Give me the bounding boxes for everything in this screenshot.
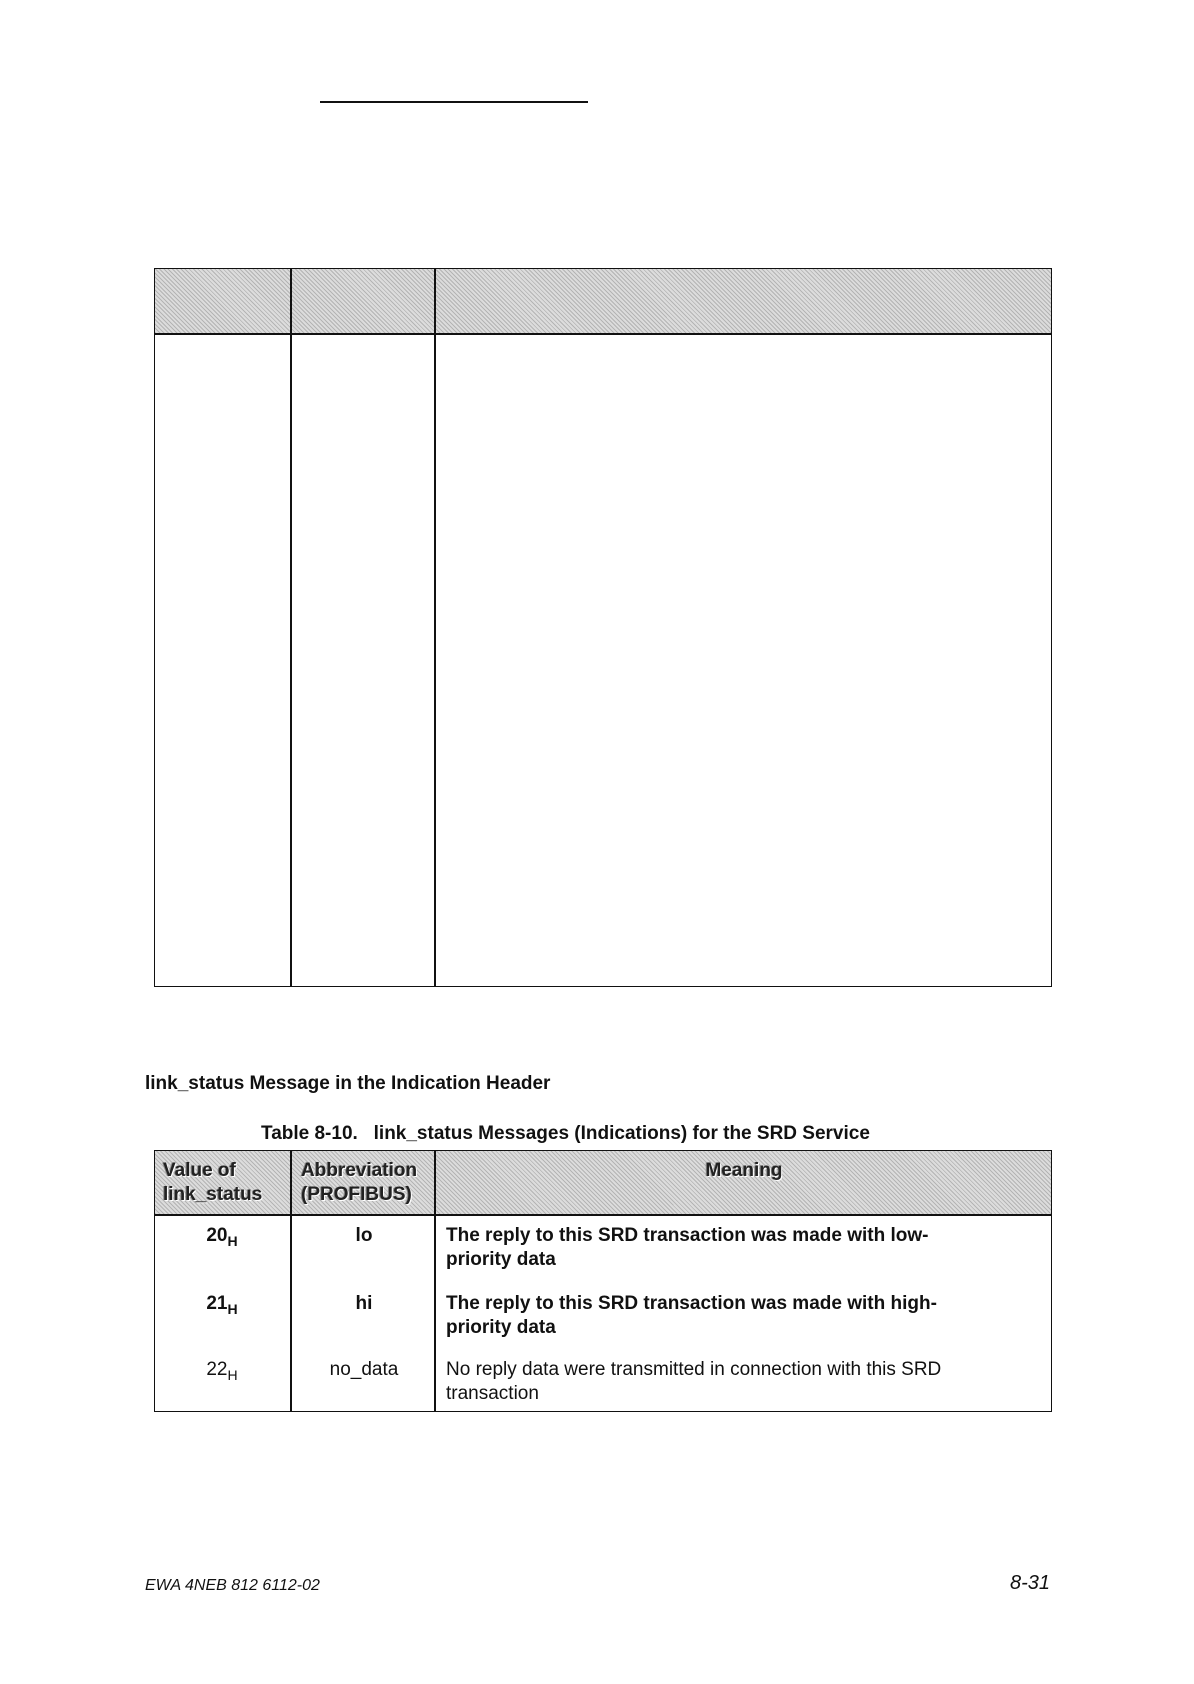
header-line: (PROFIBUS): [301, 1184, 412, 1205]
section-heading: link_status Message in the Indication Header: [145, 1073, 551, 1094]
meaning-line: priority data: [446, 1317, 556, 1338]
table-row-value: [154, 1292, 290, 1316]
value-hex-suffix: H: [227, 1233, 238, 1249]
table-row-abbreviation: hi: [355, 1293, 373, 1314]
header-value-of-link-status: [163, 1159, 262, 1207]
blank-table-header: [154, 268, 1052, 335]
table-row-meaning: [446, 1358, 1026, 1406]
value-hex-suffix: H: [227, 1367, 238, 1383]
blank-table-body: [154, 334, 1052, 987]
table-row-abbreviation: no_data: [329, 1359, 399, 1380]
header-line: Abbreviation: [301, 1160, 418, 1181]
header-abbreviation: [301, 1159, 417, 1207]
footer-doc-number: EWA 4NEB 812 6112-02: [145, 1577, 320, 1594]
value-number: 20: [206, 1225, 228, 1246]
link-status-table: [154, 1150, 1052, 1412]
table-caption: Table 8-10. link_status Messages (Indications) for the SRD Service: [261, 1123, 870, 1144]
table-header: [154, 1150, 1052, 1216]
value-number: 22: [206, 1359, 228, 1380]
footer-page-number: 8-31: [1010, 1572, 1051, 1594]
value-number: 21: [206, 1293, 228, 1314]
meaning-line: No reply data were transmitted in connection with this SRD: [446, 1359, 942, 1380]
meaning-line: The reply to this SRD transaction was made with low-: [446, 1225, 929, 1246]
meaning-line: transaction: [446, 1383, 539, 1404]
column-divider: [290, 268, 292, 987]
blank-table: [154, 268, 1052, 988]
header-line: link_status: [163, 1184, 263, 1205]
top-rule: [320, 101, 588, 103]
table-row-meaning: [446, 1224, 1026, 1272]
header-line: Value of: [163, 1160, 236, 1181]
table-row-meaning: [446, 1292, 1026, 1340]
column-divider: [434, 268, 436, 987]
table-row-abbreviation: lo: [355, 1225, 373, 1246]
table-row-value: [154, 1224, 290, 1248]
value-hex-suffix: H: [227, 1301, 238, 1317]
meaning-line: priority data: [446, 1249, 556, 1270]
header-meaning: Meaning: [705, 1160, 783, 1181]
meaning-line: The reply to this SRD transaction was made with high-: [446, 1293, 937, 1314]
table-row-value: [154, 1358, 290, 1382]
